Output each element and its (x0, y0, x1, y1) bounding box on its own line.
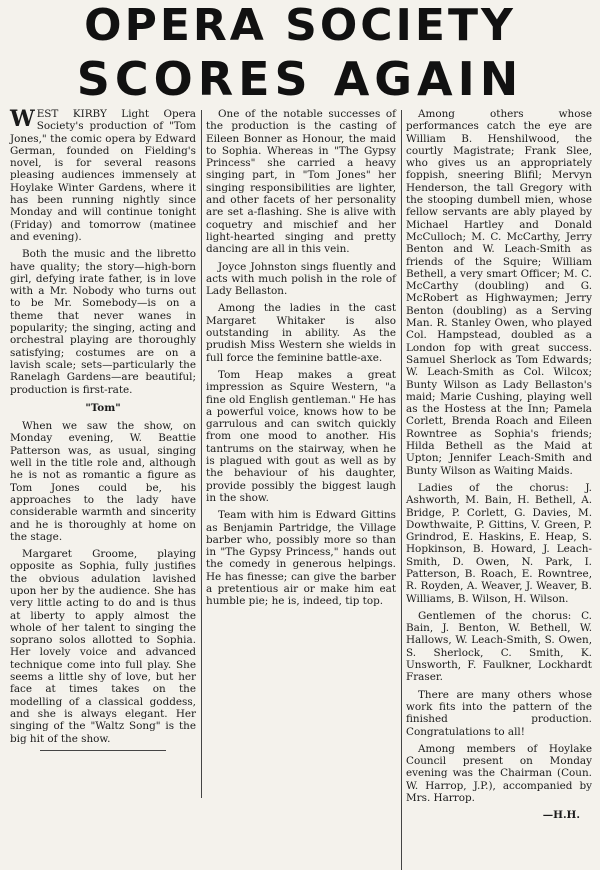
paragraph: Margaret Groome, playing opposite as Sophia, fully justifies the obvious adulation lavished upon her by the audience. She has very little acting to do and is thus at liberty to apply almost the whole of her talent to singing the soprano solos allotted to Sophia. Her lovely voice and advanced technique come into full play. She seems a little shy of love, but her face at times takes on the modelling of a classical goddess, and she is always elegant. Her singing of the "Waltz Song" is the big hit of the show. (10, 548, 196, 745)
paragraph: Both the music and the libretto have quality; the story—high-born girl, defying irate father, is in love with a Mr. Nobody who turns out to be Mr. Somebody—is on a theme that never wanes in popularity; the singing, acting and orchestral playing are thoroughly satisfying; costumes are on a lavish scale; sets—particularly the Ranelagh Gardens—are beautiful; production is first-rate. (10, 248, 196, 396)
article-column-3 (406, 108, 592, 822)
paragraph: There are many others whose work fits into the pattern of the finished production. Congratulations to all! (406, 688, 592, 738)
article-column-2 (206, 108, 396, 613)
paragraph: When we saw the show, on Monday evening, W. Beattie Patterson was, as usual, singing well in the title role and, although he is not as romantic a figure as Tom Jones could be, his approaches to the lady have considerable warmth and sincerity and he is thoroughly at home on the stage. (10, 420, 196, 543)
paragraph: Among others whose performances catch the eye are William B. Henshilwood, the courtly Magistrate; Frank Slee, who gives us an appropriately foppish, sneering Blifil; Mervyn Henderson, the tall Gregory with the stooping dumbell mien, whose fellow servants are ably played by Michael Hartley and Donald McCulloch; M. C. McCarthy, Jerry Benton and W. Leach-Smith as friends of the Squire; William Bethell, a very smart Officer; M. C. McCarthy (doubling) and G. McRobert as Highwaymen; Jerry Benton (doubling) as a Serving Man. R. Stanley Owen, who played Col. Hampstead, doubled as a London fop with great success. Samuel Sherlock as Tom Edwards; W. Leach-Smith as Col. Wilcox; Bunty Wilson as Lady Bellaston's maid; Marie Cushing, playing well as the Hostess at the Inn; Pamela Corlett, Brenda Roach and Eileen Rowntree as Sophia's friends; Hilda Bethell as the Maid at Upton; Jennifer Leach-Smith and Bunty Wilson as Waiting Maids. (406, 108, 592, 477)
article-column-1 (10, 108, 196, 759)
headline-line-1: OPERA SOCIETY (84, 0, 516, 51)
paragraph: Team with him is Edward Gittins as Benjamin Partridge, the Village barber who, possibly more so than in "The Gypsy Princess," hands out the comedy in generous helpings. He has finesse; can give the barber a pretentious air or make him eat humble pie; he is, indeed, tip top. (206, 509, 396, 608)
paragraph: Joyce Johnston sings fluently and acts with much polish in the role of Lady Bellaston. (206, 260, 396, 298)
end-rule (40, 750, 166, 751)
paragraph: Among members of Hoylake Council present on Monday evening was the Chairman (Coun. W. Harrop, J.P.), accompanied by Mrs. Harrop. (406, 742, 592, 805)
paragraph: Ladies of the chorus: J. Ashworth, M. Bain, H. Bethell, A. Bridge, P. Corlett, G. Davies, M. Dowthwaite, P. Gittins, V. Green, P. Grindrod, E. Haskins, E. Heap, S. Hopkinson, B. Howard, J. Leach-Smith, D. Owen, N. Park, I. Patterson, B. Roach, E. Rowntree, R. Royden, A. Weaver, J. Weaver, B. Williams, B. Wilson, H. Wilson. (406, 481, 592, 605)
column-divider (401, 110, 402, 870)
lead-paragraph-text: EST KIRBY Light Opera Society's production of "Tom Jones," the comic opera by Edward German, founded on Fielding's novel, is for several reasons pleasing audiences immensely at Hoylake Winter Gardens, where it has been running nightly since Monday and will continue tonight (Friday) and tomorrow (matinee and evening). (10, 108, 196, 243)
drop-cap: W (10, 106, 35, 132)
paragraph: Among the ladies in the cast Margaret Whitaker is also outstanding in ability. As the prudish Miss Western she wields in full force the feminine battle-axe. (206, 302, 396, 364)
paragraph: Tom Heap makes a great impression as Squire Western, "a fine old English gentleman." He has a powerful voice, knows how to be garrulous and can switch quickly from one mood to another. His tantrums on the stairway, when he is plagued with gout as well as by the behaviour of his daughter, provide possibly the biggest laugh in the show. (206, 368, 396, 504)
lead-paragraph (10, 108, 196, 243)
column-divider (201, 110, 202, 798)
headline-line-2: SCORES AGAIN (76, 52, 524, 106)
author-signature: —H.H. (542, 809, 580, 822)
paragraph: Gentlemen of the chorus: C. Bain, J. Benton, W. Bethell, W. Hallows, W. Leach-Smith, S. Owen, S. Sherlock, C. Smith, K. Unsworth, F. Faulkner, Lockhardt Fraser. (406, 609, 592, 684)
paragraph: One of the notable successes of the production is the casting of Eileen Bonner as Honour, the maid to Sophia. Whereas in "The Gypsy Princess" she carried a heavy singing part, in "Tom Jones" her singing responsibilities are lighter, and other facets of her personality are set a-flashing. She is alive with coquetry and mischief and her light-hearted singing and pretty dancing are all in this vein. (206, 108, 396, 256)
subheading: "Tom" (85, 401, 121, 414)
